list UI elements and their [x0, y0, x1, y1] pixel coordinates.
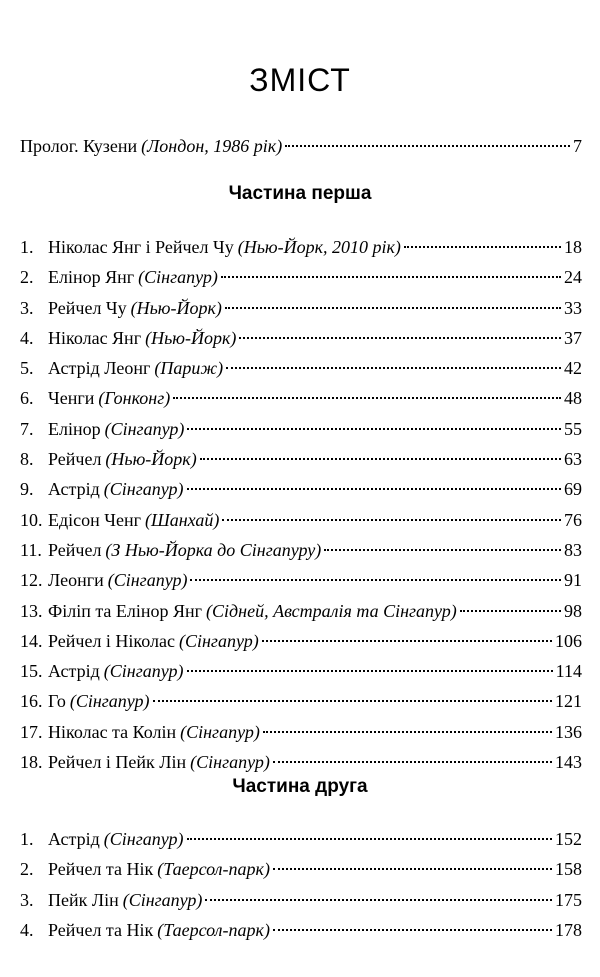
toc-entry-text: Рейчел та Нік — [48, 919, 154, 940]
toc-entry-number: 9. — [20, 479, 34, 500]
toc-entry-number: 1. — [20, 829, 34, 849]
toc-entry — [20, 686, 582, 716]
toc-entry-page: 136 — [555, 721, 582, 742]
toc-leader-dots — [225, 307, 561, 309]
toc-entry — [20, 717, 582, 747]
toc-entry — [20, 505, 582, 535]
toc-entry-text: Елінор — [48, 418, 101, 439]
toc-entry-place: (Сінгапур) — [104, 418, 185, 439]
toc-entry-page: 175 — [555, 889, 582, 910]
toc-entry-page: 63 — [564, 449, 582, 470]
toc-entry-place: (Сінгапур) — [103, 661, 184, 682]
toc-entry-page: 98 — [564, 600, 582, 621]
toc-entry-page: 48 — [564, 388, 582, 409]
toc-entry-page: 158 — [555, 859, 582, 880]
toc-entry — [20, 293, 582, 323]
toc-entry-text: Рейчел та Нік — [48, 859, 154, 880]
toc-leader-dots — [226, 367, 561, 369]
toc-entry-place: (Таерсол-парк) — [157, 859, 270, 880]
toc-entry-text: Рейчел Чу — [48, 297, 127, 318]
toc-entry-place: (Сінгапур) — [103, 829, 184, 849]
toc-leader-dots — [285, 145, 570, 147]
part1-list — [20, 232, 582, 777]
toc-leader-dots — [239, 337, 561, 339]
toc-entry-text: Рейчел — [48, 539, 102, 560]
toc-entry-place: (Сінгапур) — [69, 691, 150, 712]
toc-entry-number: 13. — [20, 600, 43, 621]
toc-entry — [20, 854, 582, 884]
toc-leader-dots — [324, 549, 561, 551]
toc-entry-text: Леонги — [48, 570, 104, 591]
toc-entry-prologue — [20, 131, 582, 161]
toc-entry-page: 143 — [555, 752, 582, 773]
toc-entry-page: 7 — [573, 136, 582, 156]
toc-entry-place: (Таерсол-парк) — [157, 919, 270, 940]
toc-entry — [20, 444, 582, 474]
toc-leader-dots — [200, 458, 561, 460]
toc-entry-number: 7. — [20, 418, 34, 439]
toc-entry — [20, 383, 582, 413]
toc-leader-dots — [187, 488, 562, 490]
toc-entry — [20, 565, 582, 595]
toc-entry-text: Го — [48, 691, 66, 712]
toc-entry-place: (Сінгапур) — [180, 721, 260, 742]
toc-entry-place: (Нью-Йорк) — [105, 449, 197, 470]
toc-entry-number: 18. — [20, 752, 43, 773]
toc-entry-place: (Нью-Йорк) — [145, 327, 237, 348]
toc-entry-text: Рейчел і Пейк Лін — [48, 752, 187, 773]
toc-entry — [20, 626, 582, 656]
toc-entry — [20, 535, 582, 565]
toc-entry-text: Елінор Янг — [48, 267, 135, 288]
toc-entry-number: 2. — [20, 859, 34, 880]
toc-entry-page: 114 — [555, 661, 582, 682]
toc-leader-dots — [273, 868, 552, 870]
toc-entry — [20, 885, 582, 915]
toc-leader-dots — [404, 246, 561, 248]
toc-entry-place: (Нью-Йорк, 2010 рік) — [237, 237, 401, 257]
toc-entry — [20, 232, 582, 262]
toc-entry-page: 24 — [564, 267, 582, 288]
toc-entry-page: 106 — [555, 630, 582, 651]
toc-leader-dots — [205, 899, 552, 901]
toc-leader-dots — [221, 276, 561, 278]
toc-entry-text: Рейчел — [48, 449, 102, 470]
toc-entry-text: Астрід — [48, 829, 100, 849]
toc-entry-number: 3. — [20, 889, 34, 910]
toc-entry-text: Астрід — [48, 479, 100, 500]
toc-entry-page: 178 — [555, 919, 582, 940]
toc-entry-text: Ніколас Янг — [48, 327, 142, 348]
toc-entry-text: Рейчел і Ніколас — [48, 630, 175, 651]
toc-entry — [20, 915, 582, 945]
toc-entry-place: (Сідней, Австралія та Сінгапур) — [206, 600, 457, 621]
toc-entry-number: 11. — [20, 539, 42, 560]
toc-entry-place: (Нью-Йорк) — [130, 297, 222, 318]
toc-entry — [20, 353, 582, 383]
toc-entry — [20, 414, 582, 444]
toc-entry-page: 18 — [564, 237, 582, 257]
toc-leader-dots — [273, 761, 552, 763]
toc-entry-number: 4. — [20, 327, 34, 348]
toc-entry-place: (Сінгапур) — [190, 752, 270, 773]
toc-entry-number: 1. — [20, 237, 34, 257]
toc-entry-number: 16. — [20, 691, 43, 712]
toc-entry-place: (Шанхай) — [144, 509, 220, 530]
toc-entry-number: 15. — [20, 661, 43, 682]
toc-leader-dots — [460, 610, 561, 612]
part2-heading: Частина друга — [232, 776, 368, 797]
toc-entry-page: 121 — [555, 691, 582, 712]
toc-entry-place: (Париж) — [154, 358, 224, 379]
toc-entry-number: 14. — [20, 630, 43, 651]
toc-entry-page: 76 — [564, 509, 582, 530]
toc-entry-number: 6. — [20, 388, 34, 409]
toc-entry-number: 3. — [20, 297, 34, 318]
toc-entry-text: Ченги — [48, 388, 95, 409]
toc-entry-number: 12. — [20, 570, 43, 591]
toc-leader-dots — [273, 929, 552, 931]
toc-leader-dots — [187, 838, 553, 840]
toc-entry-place: (Сінгапур) — [178, 630, 259, 651]
toc-entry-number: 10. — [20, 509, 43, 530]
toc-entry-text: Едісон Ченг — [48, 509, 141, 530]
toc-entry-place: (Гонконг) — [98, 388, 171, 409]
toc-leader-dots — [187, 428, 561, 430]
toc-entry-text: Астрід Леонг — [48, 358, 151, 379]
toc-entry — [20, 747, 582, 777]
toc-entry-text: Пролог. Кузени — [20, 136, 138, 156]
toc-entry-page: 83 — [564, 539, 582, 560]
part1-heading: Частина перша — [228, 183, 372, 204]
toc-entry-place: (Лондон, 1986 рік) — [141, 136, 283, 156]
toc-entry-number: 5. — [20, 358, 34, 379]
toc-leader-dots — [190, 579, 561, 581]
page-title: ЗМІСТ — [249, 62, 351, 98]
toc-leader-dots — [153, 700, 552, 702]
toc-entry-number: 8. — [20, 449, 34, 470]
toc-entry-place: (Сінгапур) — [103, 479, 184, 500]
toc-entry-page: 91 — [564, 570, 582, 591]
toc-entry-number: 17. — [20, 721, 43, 742]
part2-list — [20, 824, 582, 945]
prologue-list — [20, 131, 582, 161]
toc-entry-page: 152 — [555, 829, 582, 849]
toc-entry — [20, 824, 582, 854]
toc-entry-place: (Сінгапур) — [107, 570, 188, 591]
toc-entry-page: 69 — [564, 479, 582, 500]
toc-entry-number: 4. — [20, 919, 34, 940]
toc-entry-text: Філіп та Елінор Янг — [48, 600, 203, 621]
toc-entry-page: 55 — [564, 418, 582, 439]
toc-leader-dots — [263, 731, 552, 733]
toc-entry-page: 37 — [564, 327, 582, 348]
toc-entry-page: 42 — [564, 358, 582, 379]
toc-entry-page: 33 — [564, 297, 582, 318]
toc-leader-dots — [187, 670, 553, 672]
toc-entry-place: (З Нью-Йорка до Сінгапуру) — [105, 539, 322, 560]
toc-entry — [20, 262, 582, 292]
toc-entry-text: Пейк Лін — [48, 889, 119, 910]
toc-entry-place: (Сінгапур) — [138, 267, 218, 288]
toc-entry-text: Ніколас Янг і Рейчел Чу — [48, 237, 234, 257]
toc-leader-dots — [262, 640, 552, 642]
toc-entry-text: Ніколас та Колін — [48, 721, 177, 742]
toc-entry-text: Астрід — [48, 661, 100, 682]
toc-leader-dots — [222, 519, 561, 521]
toc-entry — [20, 474, 582, 504]
toc-entry-place: (Сінгапур) — [122, 889, 203, 910]
toc-entry — [20, 596, 582, 626]
toc-entry — [20, 656, 582, 686]
toc-leader-dots — [173, 397, 561, 399]
toc-entry-number: 2. — [20, 267, 34, 288]
toc-entry — [20, 323, 582, 353]
